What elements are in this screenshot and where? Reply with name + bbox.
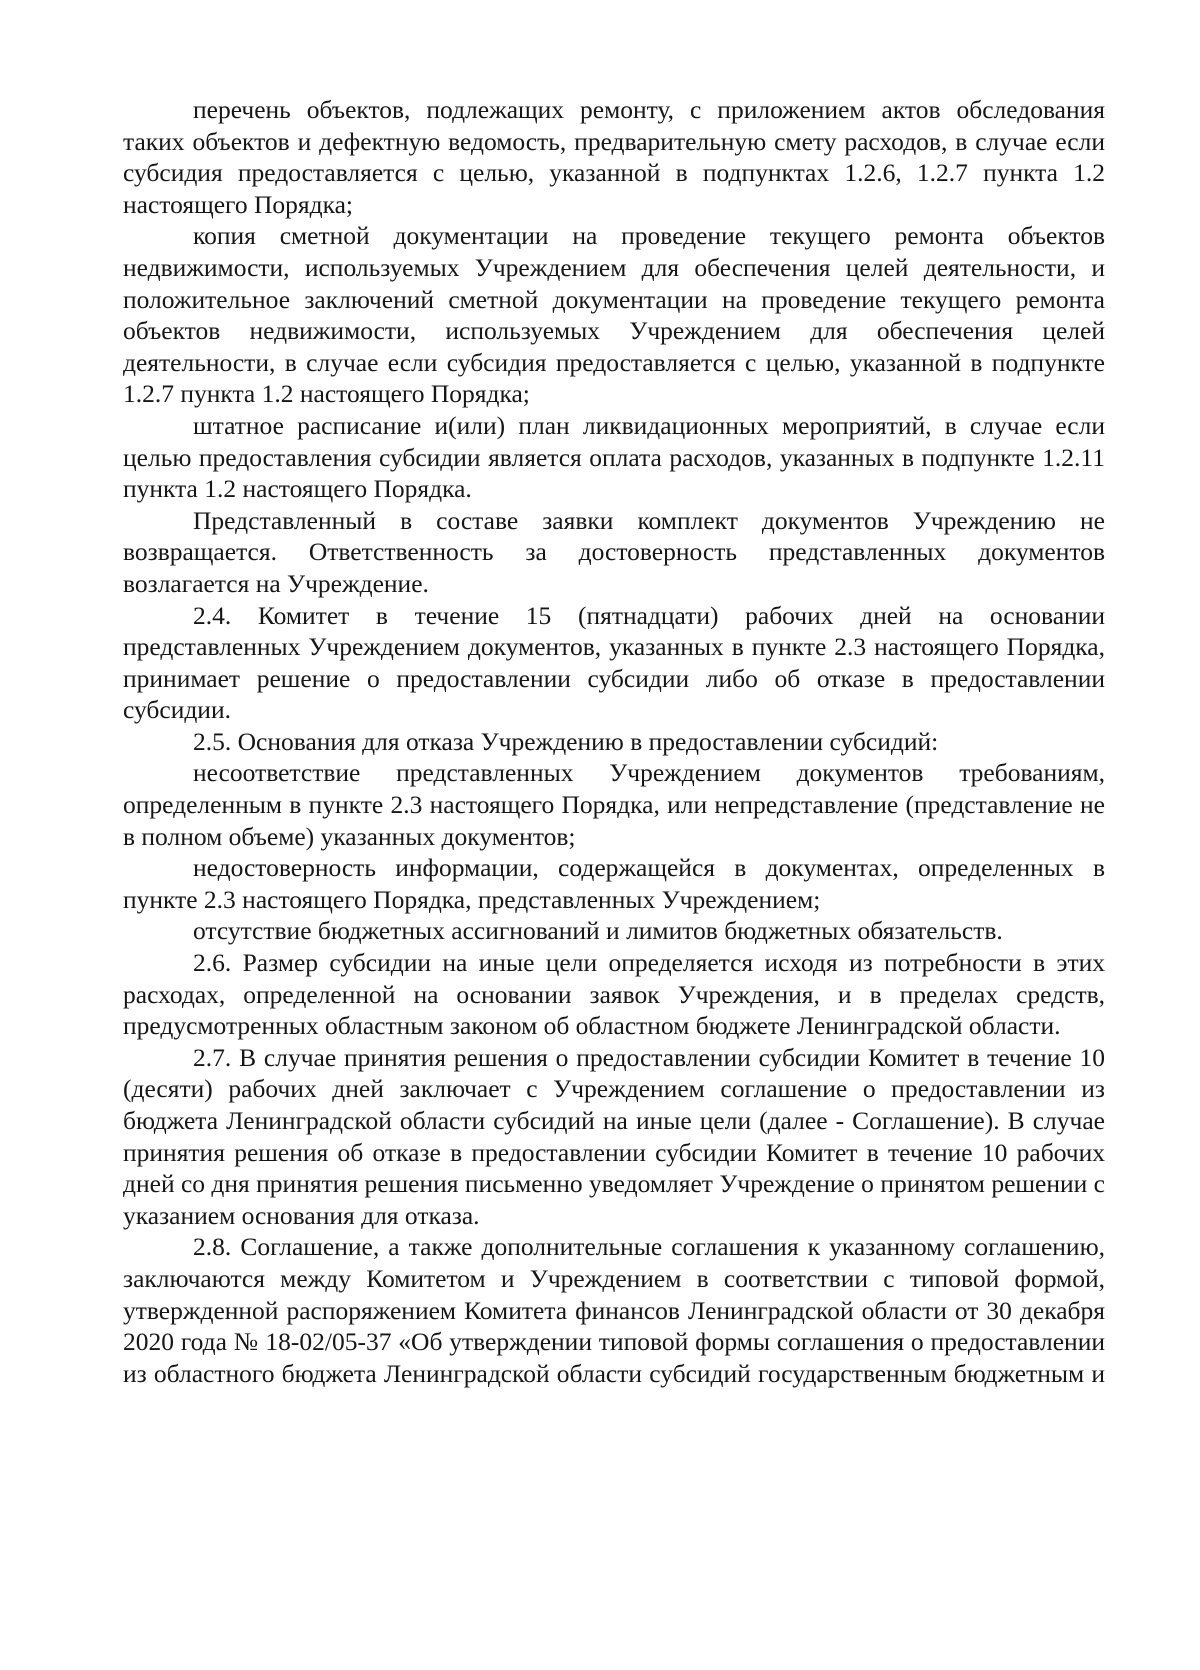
paragraph-refusal-mismatch: несоответствие представленных Учреждением документов требованиям, определенным в пункте 2.3 настоящего Порядка, или непредставление (представление не в полном объеме) указанных документов; bbox=[123, 758, 1105, 851]
paragraph-documents-not-returned: Представленный в составе заявки комплект документов Учреждению не возвращается. Ответственность за достоверность представленных документов возлагается на Учреждение. bbox=[123, 505, 1105, 598]
paragraph-refusal-no-budget: отсутствие бюджетных ассигнований и лимитов бюджетных обязательств. bbox=[193, 916, 1003, 946]
paragraph-estimate-copy: копия сметной документации на проведение текущего ремонта объектов недвижимости, используемых Учреждением для обеспечения целей деятельности, и положительное заключений сметной документации на проведение текущего ремонта объектов недвижимости, используемых Учреждением для обеспечения целей деятельности, в случае если субсидия предоставляется с целью, указанной в подпункте 1.2.7 пункта 1.2 настоящего Порядка; bbox=[123, 221, 1105, 409]
paragraph-2-6: 2.6. Размер субсидии на иные цели определяется исходя из потребности в этих расходах, определенной на основании заявок Учреждения, и в пределах средств, предусмотренных областным законом об областном бюджете Ленинградской области. bbox=[123, 948, 1105, 1041]
document-body bbox=[123, 94, 1105, 1389]
paragraph-2-7: 2.7. В случае принятия решения о предоставлении субсидии Комитет в течение 10 (десяти) рабочих дней заключает с Учреждением соглашение о предоставлении из бюджета Ленинградской области субсидий на иные цели (далее - Соглашение). В случае принятия решения об отказе в предоставлении субсидии Комитет в течение 10 рабочих дней со дня принятия решения письменно уведомляет Учреждение о принятом решении с указанием основания для отказа. bbox=[123, 1042, 1105, 1230]
paragraph-2-5: 2.5. Основания для отказа Учреждению в предоставлении субсидий: bbox=[193, 726, 939, 756]
paragraph-2-8: 2.8. Соглашение, а также дополнительные соглашения к указанному соглашению, заключаются между Комитетом и Учреждением в соответствии с типовой формой, утвержденной распоряжением Комитета финансов Ленинградской области от 30 декабря 2020 года № 18-02/05-37 «Об утверждении типовой формы соглашения о предоставлении из областного бюджета Ленинградской области субсидий государственным бюджетным и bbox=[123, 1232, 1105, 1388]
paragraph-refusal-inaccuracy: недостоверность информации, содержащейся в документах, определенных в пункте 2.3 настоящего Порядка, представленных Учреждением; bbox=[123, 853, 1105, 914]
paragraph-staff-schedule: штатное расписание и(или) план ликвидационных мероприятий, в случае если целью предоставления субсидии является оплата расходов, указанных в подпункте 1.2.11 пункта 1.2 настоящего Порядка. bbox=[123, 410, 1105, 504]
paragraph-2-4: 2.4. Комитет в течение 15 (пятнадцати) рабочих дней на основании представленных Учреждением документов, указанных в пункте 2.3 настоящего Порядка, принимает решение о предоставлении субсидии либо об отказе в предоставлении субсидии. bbox=[123, 600, 1105, 725]
paragraph-objects-list: перечень объектов, подлежащих ремонту, с приложением актов обследования таких объектов и дефектную ведомость, предварительную смету расходов, в случае если субсидия предоставляется с целью, указанной в подпунктах 1.2.6, 1.2.7 пункта 1.2 настоящего Порядка; bbox=[123, 95, 1105, 219]
